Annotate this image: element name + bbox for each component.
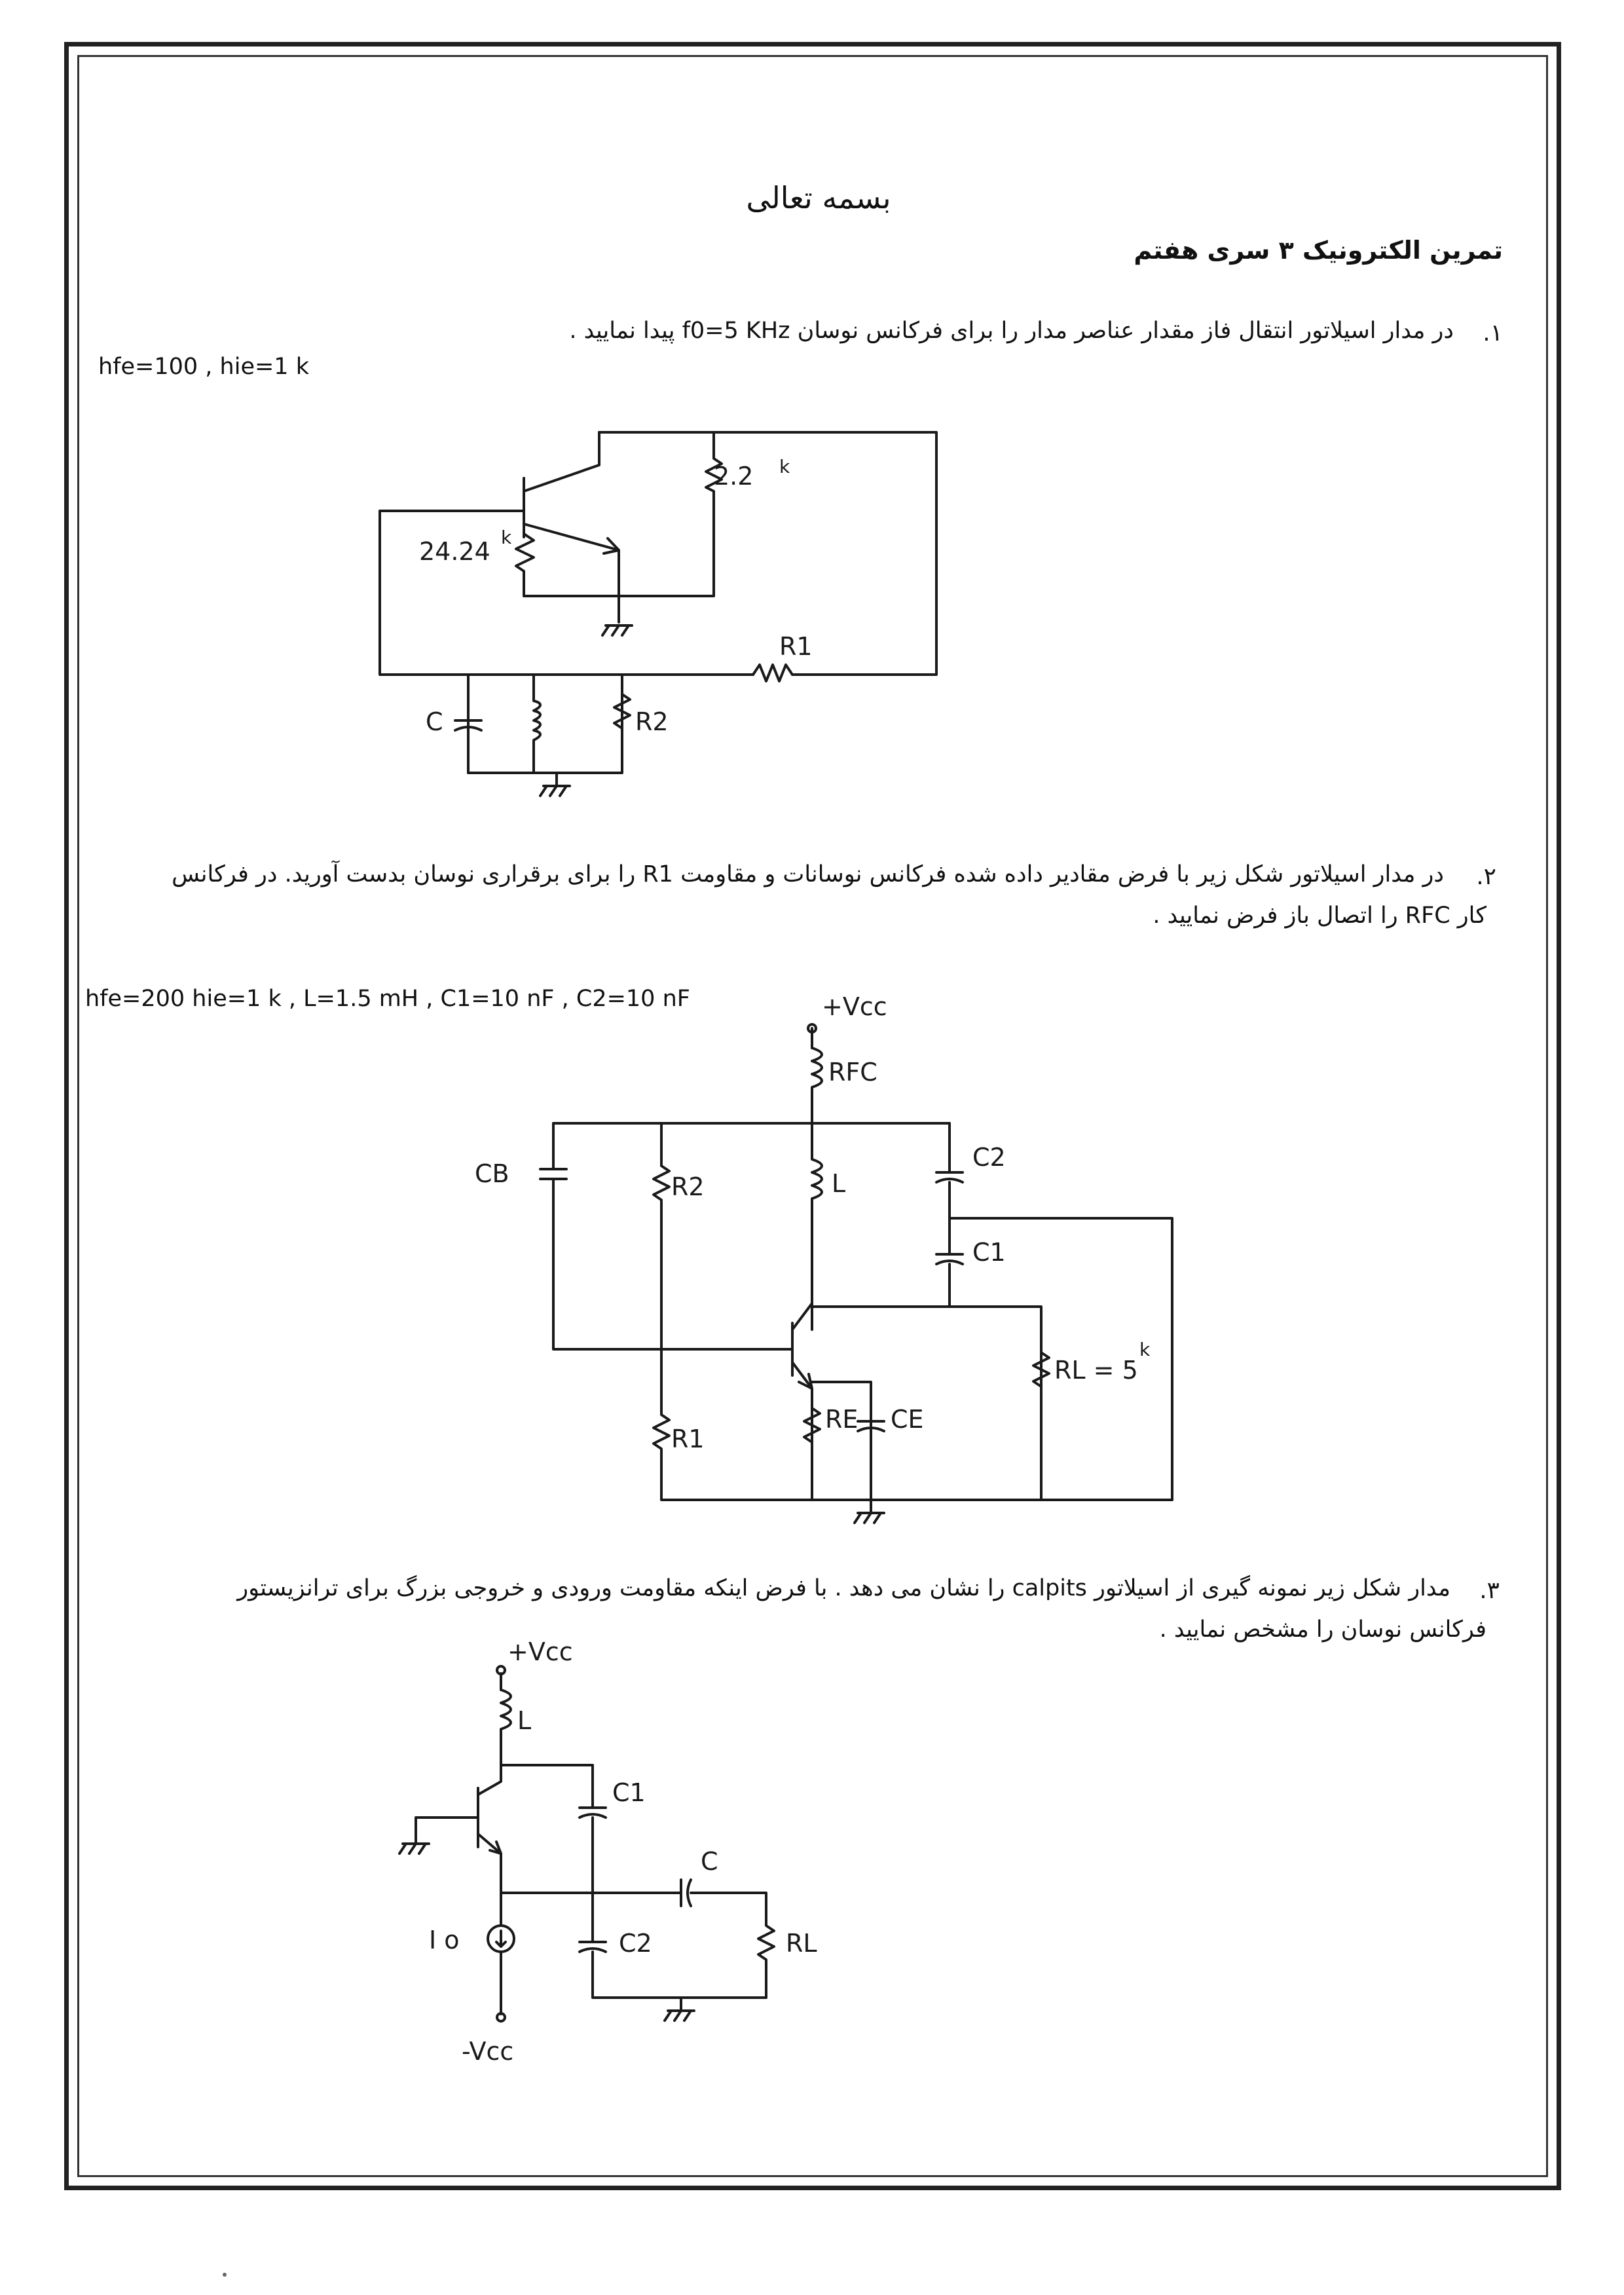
q1-number: .۱ xyxy=(1483,320,1503,346)
q2-label-rfc: RFC xyxy=(828,1058,877,1087)
q2-params: hfe=200 hie=1 k , L=1.5 mH , C1=10 nF , C2=10 nF xyxy=(85,986,690,1012)
q3-number: .۳ xyxy=(1479,1577,1500,1604)
q1-label-R1: R1 xyxy=(779,632,813,661)
q2-circuit xyxy=(426,992,1277,1552)
q3-label-c1: C1 xyxy=(612,1778,646,1807)
q1-label-C: C xyxy=(426,707,443,736)
q3-label-rl: RL xyxy=(786,1929,817,1958)
q1-circuit xyxy=(360,419,982,825)
q2-label-rl: RL = 5 xyxy=(1054,1356,1138,1385)
q3-label-c2: C2 xyxy=(619,1929,652,1958)
q2-label-r2: R2 xyxy=(671,1172,705,1201)
q3-label-vcc-pos: +Vcc xyxy=(507,1637,573,1666)
q2-label-re: RE xyxy=(825,1405,858,1434)
svg-text:k: k xyxy=(779,456,790,477)
q2-text-line2: کار RFC را اتصال باز فرض نمایید . xyxy=(1153,903,1486,929)
q3-text-line1: مدار شکل زیر نمونه گیری از اسیلاتور calpits را نشان می دهد . با فرض اینکه مقاومت ورودی و خروجی بزرگ برای ترانزیستور xyxy=(237,1575,1450,1601)
q1-label-24.24: 24.24 xyxy=(419,537,490,566)
scan-speck xyxy=(223,2273,227,2277)
q3-text-line2: فرکانس نوسان را مشخص نمایید . xyxy=(1159,1616,1486,1643)
q3-label-io: I o xyxy=(429,1926,460,1954)
q2-text-line1: در مدار اسیلاتور شکل زیر با فرض مقادیر داده شده فرکانس نوسانات و مقاومت R1 را برای برقراری نوسان بدست آورید. در فرکانس xyxy=(172,861,1444,887)
q2-label-cb: CB xyxy=(475,1159,509,1188)
q1-label-R2: R2 xyxy=(635,707,669,736)
q1-params: hfe=100 , hie=1 k xyxy=(98,354,309,380)
q3-label-l: L xyxy=(517,1706,532,1735)
q2-label-r1: R1 xyxy=(671,1425,705,1453)
q2-label-vcc: +Vcc xyxy=(822,992,887,1021)
svg-text:k: k xyxy=(1139,1339,1151,1360)
svg-text:k: k xyxy=(501,527,512,548)
q2-label-ce: CE xyxy=(891,1405,924,1434)
q2-label-c1: C1 xyxy=(972,1238,1006,1267)
q3-circuit xyxy=(380,1637,969,2201)
page-heading: بسمه تعالی xyxy=(746,180,891,215)
q2-label-c2: C2 xyxy=(972,1143,1006,1172)
q2-number: .۲ xyxy=(1476,863,1496,890)
page-subtitle: تمرین الکترونیک ۳ سری هفتم xyxy=(1134,236,1503,265)
q1-text: در مدار اسیلاتور انتقال فاز مقدار عناصر مدار را برای فرکانس نوسان f0=5 KHz پیدا نمایید . xyxy=(569,318,1454,344)
q3-label-vcc-neg: -Vcc xyxy=(462,2037,514,2066)
q1-label-2.2: 2.2 xyxy=(714,462,754,491)
q3-label-c: C xyxy=(701,1847,718,1876)
q2-label-l: L xyxy=(832,1169,846,1198)
